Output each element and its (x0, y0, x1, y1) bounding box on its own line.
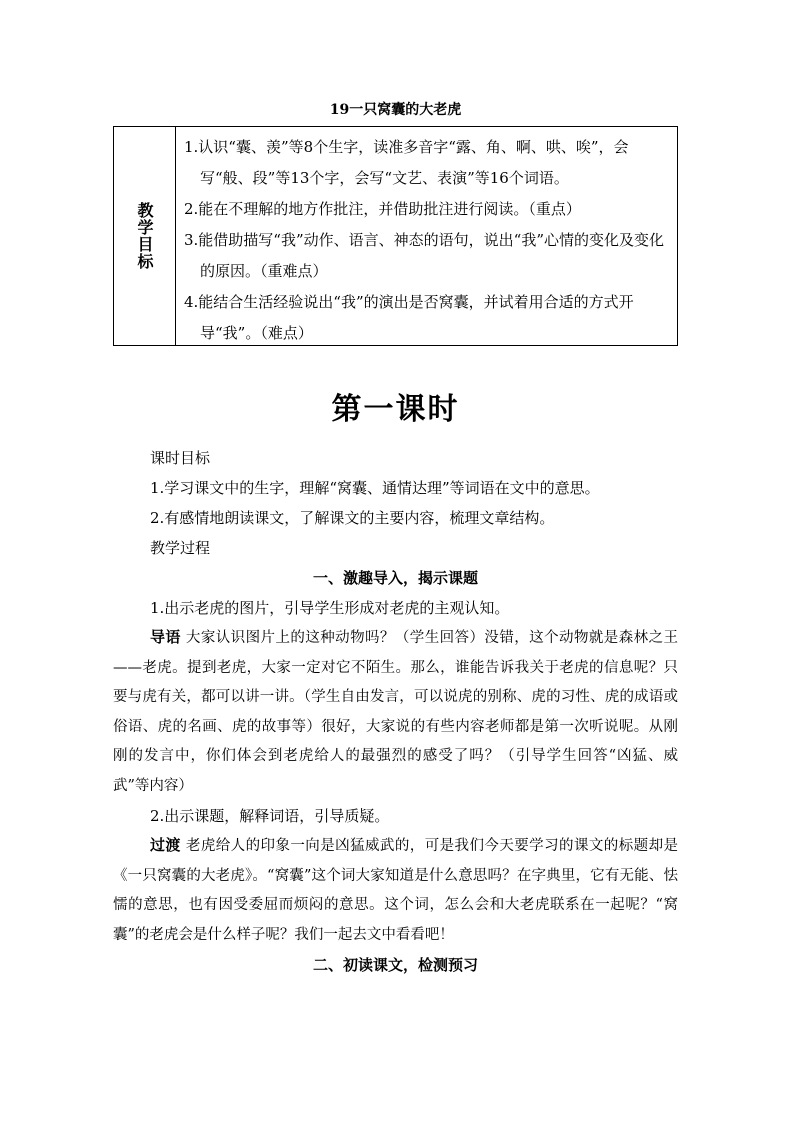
teaching-goals-label: 教学目标 (135, 202, 154, 270)
class-goal-item: 1.学习课文中的生字，理解“窝囊、通情达理”等词语在文中的意思。 (150, 479, 600, 497)
document-title: 19一只窝囊的大老虎 (329, 102, 462, 118)
transition-paragraph (113, 831, 678, 950)
step-text: 2.出示课题，解释词语，引导质疑。 (150, 807, 390, 825)
process-heading: 教学过程 (150, 539, 211, 557)
lesson-content (113, 443, 678, 980)
teaching-goals-list (176, 127, 677, 345)
transition-text: 老虎给人的印象一向是凶猛威武的，可是我们今天要学习的课文的标题却是《一只窝囊的大老虎》。“窝囊”这个词大家知道是什么意思吗？在字典里，它有无能、怯懦的意思，也有因受委屈而烦闷的意思。这个词，怎么会和大老虎联系在一起呢？“窝囊”的老虎会是什么样子呢？我们一起去文中看看吧！ (113, 838, 679, 943)
teaching-goals-table (113, 126, 678, 346)
class-goals-heading: 课时目标 (150, 449, 211, 467)
step-text: 1.出示老虎的图片，引导学生形成对老虎的主观认知。 (150, 599, 510, 617)
guide-paragraph (113, 623, 678, 801)
lesson-title: 第一课时 (331, 392, 460, 427)
teaching-goal-item: 1.认识“囊、羡”等8个生字，读准多音字“露、角、啊、哄、唉”，会写“般、段”等13个字，会写“文艺、表演”等16个词语。 (184, 138, 629, 187)
teaching-goal-item: 3.能借助描写“我”动作、语言、神态的语句，说出“我”心情的变化及变化的原因。（重难点） (184, 231, 664, 280)
transition-label: 过渡 (150, 836, 181, 854)
teaching-goal-item: 4.能结合生活经验说出“我”的演出是否窝囊，并试着用合适的方式开导“我”。（难点） (184, 293, 634, 342)
teaching-goals-label-cell (114, 127, 176, 345)
teaching-goal-item: 2.能在不理解的地方作批注，并借助批注进行阅读。（重点） (184, 200, 581, 218)
guide-label: 导语 (150, 628, 181, 646)
class-goal-item: 2.有感情地朗读课文，了解课文的主要内容，梳理文章结构。 (150, 509, 555, 527)
section-heading: 二、初读课文，检测预习 (312, 956, 478, 974)
section-heading: 一、激趣导入，揭示课题 (312, 569, 478, 587)
guide-text: 大家认识图片上的这种动物吗？（学生回答）没错，这个动物就是森林之王——老虎。提到老虎，大家一定对它不陌生。那么，谁能告诉我关于老虎的信息呢？只要与虎有关，都可以讲一讲。（学生自由发言，可以说虎的别称、虎的习性、虎的成语或俗语、虎的名画、虎的故事等）很好，大家说的有些内容老师都是第一次听说呢。从刚刚的发言中，你们体会到老虎给人的最强烈的感受了吗？（引导学生回答“凶猛、威武”等内容） (113, 630, 679, 794)
